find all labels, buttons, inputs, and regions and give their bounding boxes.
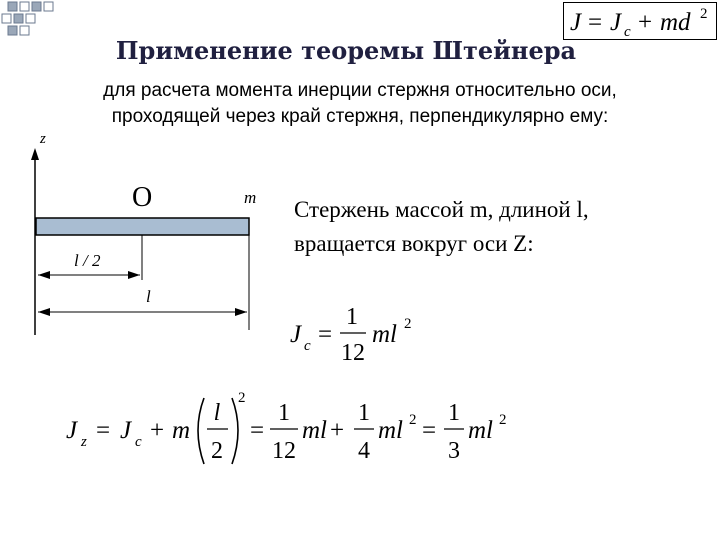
jz-paren-sq: 2 bbox=[238, 390, 246, 406]
steiner-eq: = bbox=[588, 9, 603, 36]
steiner-sq: 2 bbox=[700, 6, 708, 22]
jz-frac1-num: l bbox=[213, 400, 221, 426]
length-label: l bbox=[146, 287, 151, 306]
jc-num: 1 bbox=[346, 304, 358, 330]
jz-eq3: = bbox=[422, 417, 437, 444]
half-length-arrow-right bbox=[128, 271, 140, 279]
jz-jc: J bbox=[120, 417, 132, 444]
jz-formula bbox=[62, 386, 522, 476]
rod bbox=[36, 218, 249, 235]
steiner-lhs: J bbox=[570, 9, 582, 36]
z-axis-arrow bbox=[31, 148, 39, 160]
jz-frac1-den: 2 bbox=[211, 438, 223, 464]
steiner-jc-sub: c bbox=[624, 24, 631, 40]
jz-lhs: J bbox=[66, 417, 78, 444]
jz-plus2: + bbox=[330, 417, 345, 444]
right-paren bbox=[232, 398, 238, 464]
description-line-2: вращается вокруг оси Z: bbox=[294, 231, 534, 256]
jz-ml-b: ml bbox=[378, 417, 403, 444]
jz-frac4-num: 1 bbox=[448, 400, 460, 426]
jz-eq2: = bbox=[250, 417, 265, 444]
steiner-jc: J bbox=[610, 9, 622, 36]
jz-frac3-num: 1 bbox=[358, 400, 370, 426]
slide-title: Применение теоремы Штейнера bbox=[115, 36, 577, 65]
jc-den: 12 bbox=[341, 340, 365, 366]
subtitle-line-1: для расчета момента инерции стержня относительно оси, bbox=[103, 80, 617, 101]
mass-label: m bbox=[244, 188, 257, 207]
length-arrow-left bbox=[38, 308, 50, 316]
jz-jc-sub: c bbox=[135, 434, 142, 450]
half-length-arrow-left bbox=[38, 271, 50, 279]
steiner-md: md bbox=[660, 9, 691, 36]
left-paren bbox=[198, 398, 204, 464]
steiner-plus: + bbox=[638, 9, 653, 36]
jc-eq: = bbox=[318, 321, 333, 348]
jz-eq1: = bbox=[96, 417, 111, 444]
description bbox=[294, 193, 589, 261]
jz-lhs-sub: z bbox=[81, 434, 87, 450]
jz-sq-c: 2 bbox=[499, 412, 507, 428]
jz-ml-a: ml bbox=[302, 417, 327, 444]
pivot-label: O bbox=[132, 182, 153, 213]
jc-lhs: J bbox=[290, 321, 302, 348]
jz-ml-c: ml bbox=[468, 417, 493, 444]
jz-plus1: + bbox=[150, 417, 165, 444]
jz-frac2-num: 1 bbox=[278, 400, 290, 426]
jc-formula bbox=[286, 300, 426, 370]
jc-sq: 2 bbox=[404, 316, 412, 332]
jz-m: m bbox=[172, 417, 191, 444]
jz-frac3-den: 4 bbox=[358, 438, 370, 464]
jc-lhs-sub: c bbox=[304, 338, 311, 354]
jz-frac2-den: 12 bbox=[272, 438, 296, 464]
jz-sq-b: 2 bbox=[409, 412, 417, 428]
z-axis-label: z bbox=[40, 131, 46, 147]
jz-frac4-den: 3 bbox=[448, 438, 460, 464]
description-line-1: Стержень массой m, длиной l, bbox=[294, 197, 589, 222]
jc-ml: ml bbox=[372, 321, 397, 348]
half-length-label: l / 2 bbox=[74, 251, 101, 270]
length-arrow-right bbox=[235, 308, 247, 316]
subtitle-line-2: проходящей через край стержня, перпендикулярно ему: bbox=[111, 106, 609, 127]
